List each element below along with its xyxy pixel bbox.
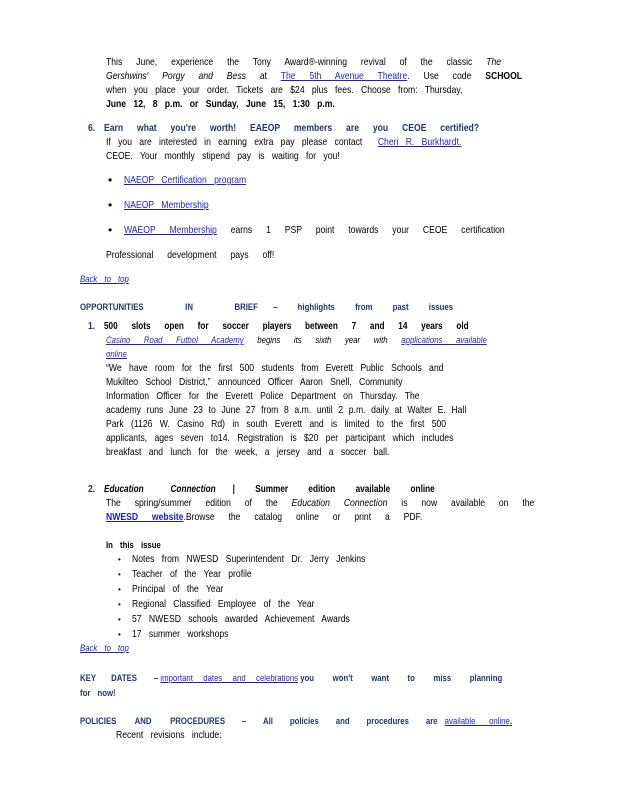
policies-label: POLICIES AND PROCEDURES: [80, 716, 226, 727]
key-dates-dash: –: [153, 673, 159, 684]
tony-text: This June, experience the Tony Award®-winning revival of the classic: [106, 56, 473, 68]
ec-line-1: [106, 497, 534, 510]
applications-link[interactable]: applications available: [401, 335, 487, 346]
available-online-link[interactable]: available online: [444, 716, 510, 727]
bullet-dot: •: [118, 600, 121, 609]
ec-publication-italic: Education Connection: [291, 497, 388, 509]
back-to-top-link-1[interactable]: [80, 273, 129, 286]
online-link-line: [106, 348, 127, 361]
bullet-dot: •: [108, 173, 113, 187]
soccer-body-1: “We have room for the first 500 students from Everett Public Schools and: [106, 362, 444, 374]
promo-code: SCHOOL: [485, 70, 523, 82]
naeop-membership-text[interactable]: NAEOP Membership: [124, 199, 209, 211]
ec-line-2: [106, 511, 422, 524]
tony-line-1: [106, 56, 501, 69]
cheri-burkhardt-link[interactable]: Cheri R. Burkhardt: [377, 136, 459, 148]
ec-browse-text: .Browse the catalog online or print a PDF.: [183, 511, 423, 523]
soccer-body-3: Information Officer for the Everett Police Department on Thursday. The: [106, 390, 420, 402]
ceoe-heading: Earn what you're worth! EAEOP members are you CEOE certified?: [104, 122, 480, 134]
opportunities-label: OPPORTUNITIES IN BRIEF: [80, 302, 258, 313]
item-1-number: 1.: [88, 320, 96, 332]
issue-item: Teacher of the Year profile: [132, 568, 252, 580]
opportunities-subtitle: – highlights from past issues: [273, 302, 454, 313]
casino-road-futbol-link[interactable]: Casino Road Futbol Academy: [106, 335, 244, 346]
tony-line-3: when you place your order. Tickets are $24 plus fees. Choose from: Thursday,: [106, 84, 463, 96]
bullet-dot: •: [118, 630, 121, 639]
education-connection-title: [104, 483, 435, 496]
recent-revisions: Recent revisions include:: [116, 729, 222, 741]
naeop-certification-link[interactable]: [124, 174, 246, 187]
professional-development: Professional development pays off!: [106, 249, 275, 261]
naeop-membership-link[interactable]: [124, 199, 209, 212]
bullet-dot: •: [118, 570, 121, 579]
bullet-dot: •: [118, 585, 121, 594]
issue-item: 57 NWESD schools awarded Achievement Awards: [132, 613, 350, 625]
soccer-body-5: Park (1126 W. Casino Rd) in south Everett and is limited to the first 500: [106, 418, 447, 430]
waeop-text: earns 1 PSP point towards your CEOE certification: [230, 224, 505, 236]
soccer-body-6: applicants, ages seven to14. Registration is $20 per participant which includes: [106, 432, 454, 444]
key-dates-text: you won't want to miss planning: [300, 673, 503, 684]
fifth-avenue-theatre-link[interactable]: The 5th Avenue Theatre: [280, 70, 408, 82]
tony-line-2: [106, 70, 522, 83]
ec-text-b: is now available on the: [401, 497, 535, 509]
ec-text-a: The spring/summer edition of the: [106, 497, 278, 509]
item-6-number: 6.: [88, 122, 96, 134]
important-dates-link[interactable]: important dates and celebrations: [160, 673, 299, 684]
waeop-line: [124, 224, 505, 237]
soccer-body-7: breakfast and lunch for the week, a jersey and a soccer ball.: [106, 446, 390, 458]
issue-item: Notes from NWESD Superintendent Dr. Jerry Jenkins: [132, 553, 366, 565]
naeop-certification-text[interactable]: NAEOP Certification program: [124, 174, 247, 186]
link-period: .: [509, 716, 513, 727]
ceoe-line-1: [106, 136, 461, 149]
policies-text: – All policies and procedures are: [241, 716, 438, 727]
key-dates-line-2: for now!: [80, 688, 116, 699]
back-to-top-text[interactable]: Back to top: [80, 274, 129, 285]
opportunities-heading: [80, 301, 453, 314]
education-connection-italic: Education Connection: [104, 484, 216, 495]
tony-show-italic: The: [486, 56, 502, 68]
issue-item: Principal of the Year: [132, 583, 224, 595]
item-2-number: 2.: [88, 483, 96, 495]
soccer-link-line: [106, 334, 487, 347]
waeop-membership-link[interactable]: WAEOP Membership: [124, 224, 217, 236]
key-dates-line: [80, 672, 502, 685]
soccer-title: 500 slots open for soccer players between 7 and 14 years old: [104, 321, 469, 332]
bullet-dot: •: [118, 555, 121, 564]
summer-edition-text: | Summer edition available online: [232, 484, 435, 495]
policies-line: [80, 715, 512, 728]
bullet-dot: •: [108, 223, 113, 237]
bullet-dot: •: [108, 198, 113, 212]
soccer-body-4: academy runs June 23 to June 27 from 8 a.m. until 2 p.m. daily at Walter E. Hall: [106, 404, 467, 416]
soccer-mid-text: begins its sixth year with: [257, 335, 388, 346]
back-to-top-link-2[interactable]: [80, 642, 129, 655]
soccer-body-2: Mukilteo School District,” announced Officer Aaron Snell, Community: [106, 376, 403, 388]
ceoe-line-2: CEOE. Your monthly stipend pay is waiting for you!: [106, 150, 340, 162]
in-this-issue-heading: In this issue: [106, 540, 161, 551]
show-title: Gershwins' Porgy and Bess: [106, 70, 246, 82]
issue-item: Regional Classified Employee of the Year: [132, 598, 315, 610]
applications-online-link[interactable]: online: [106, 349, 127, 360]
tony-use-code: . Use code: [407, 70, 472, 82]
ceoe-text: If you are interested in earning extra pay please contact: [106, 136, 363, 148]
link-period: .: [458, 136, 462, 148]
tony-at: at: [259, 70, 268, 82]
issue-item: 17 summer workshops: [132, 628, 229, 640]
back-to-top-text[interactable]: Back to top: [80, 643, 129, 654]
bullet-dot: •: [118, 615, 121, 624]
tony-line-4: June 12, 8 p.m. or Sunday, June 15, 1:30 p.m.: [106, 98, 335, 110]
nwesd-website-link[interactable]: NWESD website: [106, 511, 184, 523]
key-dates-label: KEY DATES: [80, 673, 137, 684]
